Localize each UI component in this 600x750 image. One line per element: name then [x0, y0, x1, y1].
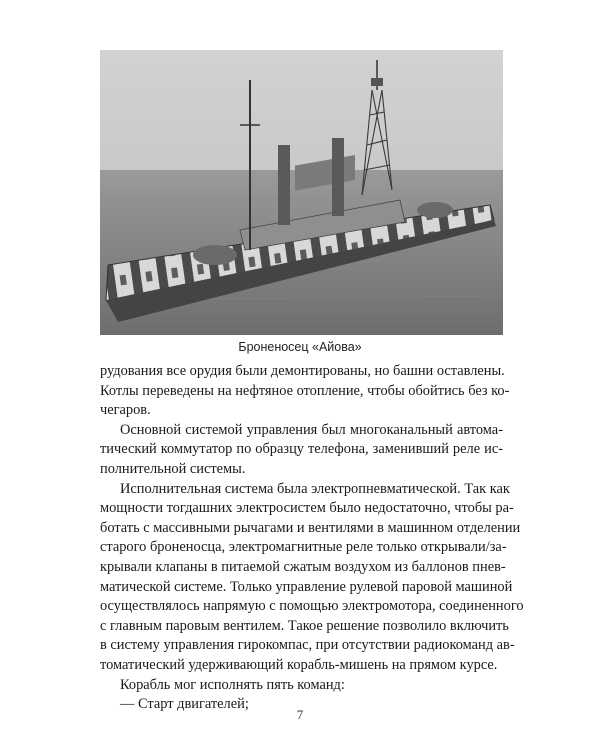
text-line: крывали клапаны в питаемой сжатым воздухом из баллонов пнев- — [100, 558, 506, 575]
text-line: с главным паровым вентилем. Такое решение позволило включить — [100, 617, 509, 634]
paragraph-2 — [100, 421, 503, 480]
text-line: томатический удерживающий корабль-мишень на прямом курсе. — [100, 656, 498, 673]
text-line: Корабль мог исполнять пять команд: — [120, 676, 345, 693]
text-line: чегаров. — [100, 402, 151, 419]
body-text — [100, 362, 524, 715]
text-line: рудования все орудия были демонтированы, но башни оставлены. — [100, 363, 505, 379]
photo-caption: Броненосец «Айова» — [238, 340, 362, 354]
text-line: старого броненосца, электромагнитные реле только открывали/за- — [100, 539, 507, 556]
text-line: осуществлялось напрямую с помощью электромотора, соединенного — [100, 598, 524, 615]
text-line: ботать с массивными рычагами и вентилями в машинном отделении — [100, 519, 521, 536]
paragraph-1 — [100, 362, 510, 421]
text-line: мощности тогдашних электросистем было недостаточно, чтобы ра- — [100, 500, 514, 517]
ship-photo-image — [100, 50, 503, 335]
text-line: в систему управления гирокомпас, при отсутствии радиокоманд ав- — [100, 637, 515, 654]
paragraph-3 — [100, 480, 524, 676]
text-line: — Старт двигателей; — [120, 696, 249, 713]
ship-photo — [100, 50, 503, 335]
text-line: полнительной системы. — [100, 460, 246, 477]
text-line: Котлы переведены на нефтяное отопление, чтобы обойтись без ко- — [100, 382, 510, 399]
page-number: 7 — [296, 707, 304, 722]
text-line: тический коммутатор по образцу телефона, заменивший реле ис- — [100, 441, 503, 458]
text-line: матической системе. Только управление рулевой паровой машиной — [100, 578, 513, 595]
text-line: Основной системой управления был многоканальный автома- — [120, 421, 503, 438]
text-line: Исполнительная система была электропневматической. Так как — [120, 480, 510, 497]
paragraph-4 — [100, 676, 503, 696]
